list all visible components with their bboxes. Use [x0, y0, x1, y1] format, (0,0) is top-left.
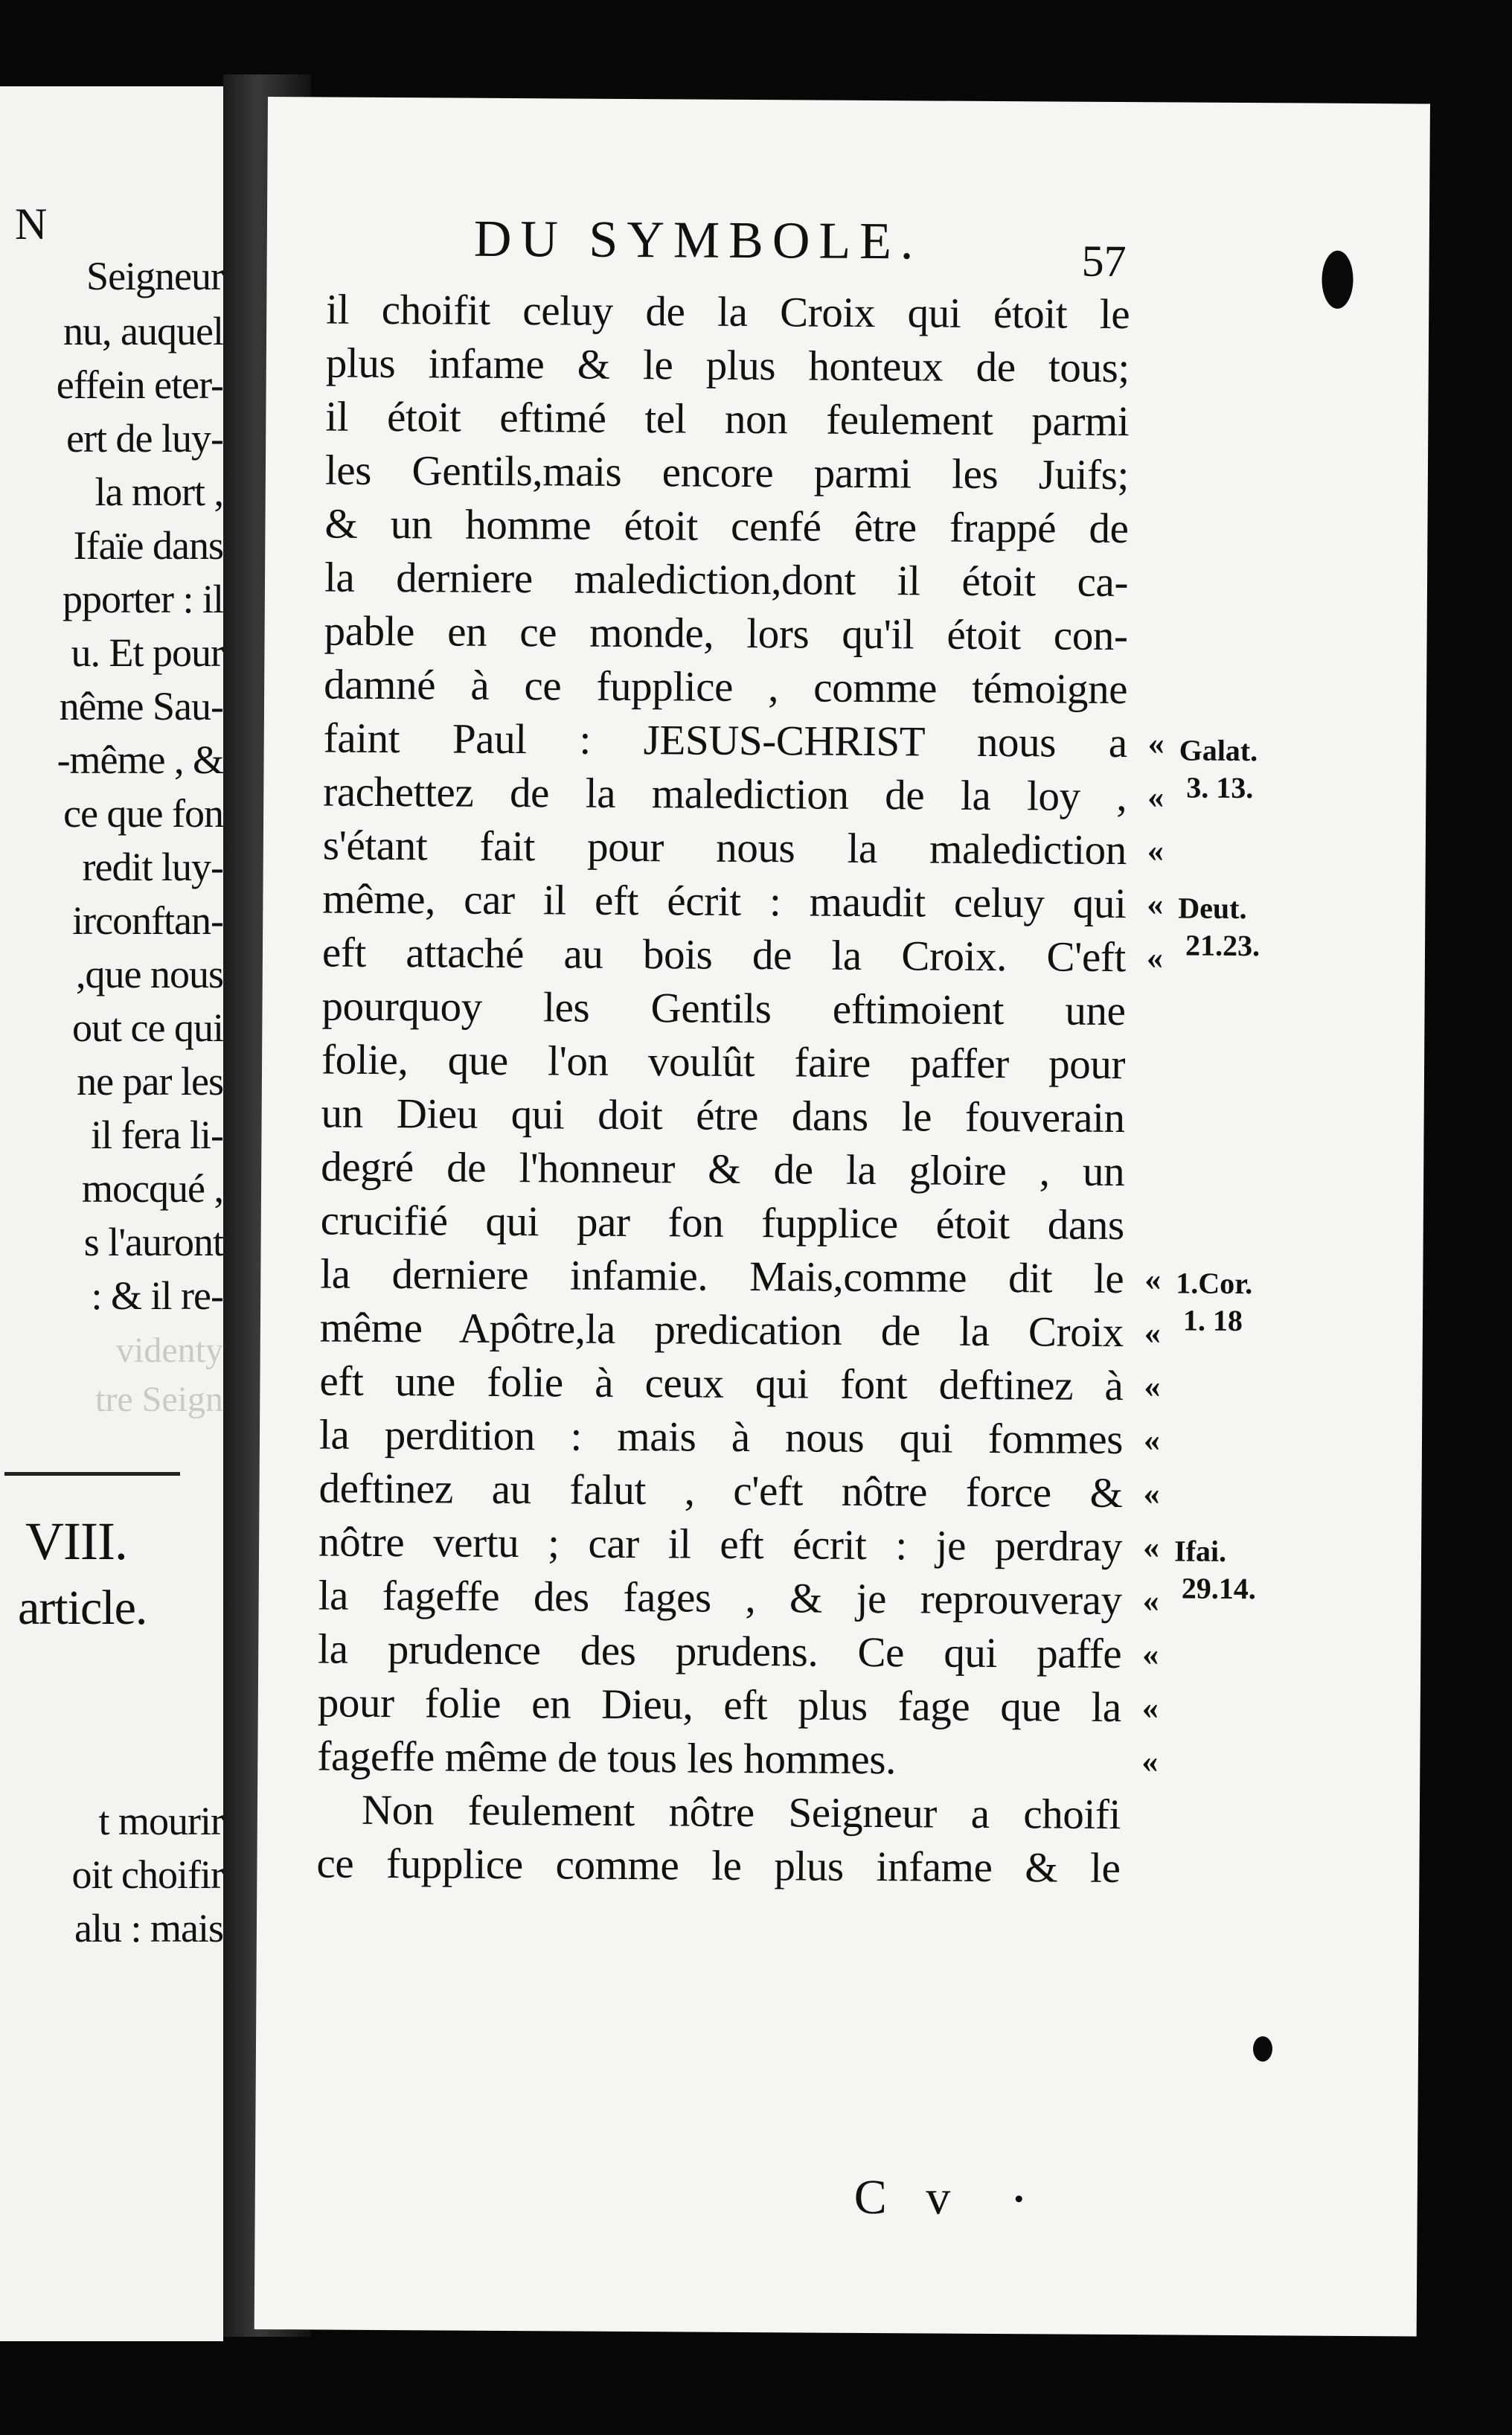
- body-line: même Apôtre,la predication de la Croix: [319, 1304, 1124, 1357]
- left-line: il fera li-: [91, 1113, 223, 1157]
- body-line: faint Paul : JESUS-CHRIST nous a: [323, 714, 1127, 767]
- left-line: -même , &: [57, 737, 223, 782]
- margin-reference-book: Deut.: [1178, 891, 1247, 926]
- margin-reference-verse: 1. 18: [1182, 1303, 1243, 1338]
- left-line: u. Et pour: [71, 630, 223, 675]
- left-line: ,que nous: [76, 952, 223, 996]
- quotation-mark: «: [1142, 1529, 1160, 1566]
- body-line: s'étant fait pour nous la malediction: [322, 822, 1127, 874]
- left-line: mocqué ,: [82, 1166, 223, 1211]
- left-line: nême Sau-: [59, 684, 223, 729]
- body-line: pour folie en Dieu, eft plus fage que la: [317, 1679, 1121, 1732]
- left-line: redit luy-: [82, 845, 223, 889]
- left-line: s l'auront: [83, 1220, 223, 1264]
- body-line: pourquoy les Gentils eftimoient une: [321, 982, 1126, 1035]
- margin-reference-verse: 3. 13.: [1186, 770, 1254, 805]
- body-line: nôtre vertu ; car il eft écrit : je perdray: [318, 1518, 1123, 1571]
- quotation-mark: «: [1142, 1636, 1159, 1673]
- left-line: ne par les: [77, 1059, 223, 1104]
- left-running-head-fragment: N: [15, 199, 47, 249]
- margin-reference-verse: 21.23.: [1185, 928, 1260, 963]
- left-line: la mort ,: [94, 470, 223, 514]
- left-line: irconftan-: [72, 898, 223, 943]
- margin-reference-book: Ifai.: [1173, 1534, 1227, 1568]
- body-line: les Gentils,mais encore parmi les Juifs;: [324, 447, 1130, 499]
- quotation-mark: «: [1142, 1582, 1159, 1619]
- body-line: fageffe même de tous les hommes.: [317, 1732, 897, 1784]
- left-bleed-through-text: videnty: [116, 1331, 223, 1370]
- ink-speck: [1253, 2036, 1272, 2061]
- body-line: il choifit celuy de la Croix qui étoit le: [326, 286, 1130, 339]
- left-page: [0, 86, 223, 2341]
- running-head: DU SYMBOLE.: [473, 210, 923, 271]
- left-line: Seigneur: [86, 254, 223, 298]
- quotation-mark: «: [1147, 832, 1164, 869]
- left-line: ce que fon: [63, 791, 223, 836]
- section-divider-rule: [4, 1472, 180, 1476]
- paragraph-first-line: Non feulement nôtre Seigneur a choifi: [361, 1786, 1121, 1839]
- quotation-mark: «: [1147, 725, 1165, 762]
- body-line: damné à ce fupplice , comme témoigne: [323, 661, 1128, 714]
- quotation-mark: «: [1141, 1743, 1159, 1780]
- quotation-mark: «: [1144, 1368, 1161, 1405]
- body-line: eft une folie à ceux qui font deftinez à: [319, 1357, 1124, 1410]
- quotation-mark: «: [1144, 1261, 1162, 1298]
- right-page: [254, 97, 1430, 2336]
- left-line: pporter : il: [63, 577, 223, 621]
- page-number: 57: [1081, 236, 1127, 287]
- quotation-mark: «: [1147, 778, 1165, 816]
- body-line: même, car il eft écrit : maudit celuy qui: [322, 875, 1127, 928]
- body-line: la perdition : mais à nous qui fommes: [318, 1411, 1124, 1464]
- left-line: Ifaïe dans: [73, 523, 223, 568]
- body-line: folie, que l'on voulût faire paffer pour: [321, 1036, 1126, 1089]
- quotation-mark: «: [1141, 1689, 1159, 1727]
- left-line: alu : mais: [74, 1906, 223, 1951]
- body-line: la derniere infamie. Mais,comme dit le: [320, 1250, 1124, 1303]
- margin-reference-verse: 29.14.: [1181, 1571, 1256, 1606]
- signature-mark: C v: [853, 2169, 964, 2225]
- left-section-number: VIII.: [25, 1511, 127, 1571]
- body-line: la derniere malediction,dont il étoit ca-: [324, 554, 1129, 607]
- quotation-mark: «: [1143, 1421, 1161, 1459]
- quotation-mark: «: [1143, 1475, 1160, 1512]
- body-line: il étoit eftimé tel non feulement parmi: [325, 393, 1130, 446]
- body-line: la prudence des prudens. Ce qui paffe: [318, 1625, 1122, 1678]
- body-line: & un homme étoit cenfé être frappé de: [324, 500, 1129, 553]
- margin-reference-book: 1.Cor.: [1176, 1266, 1253, 1301]
- left-line: t mourir: [98, 1799, 223, 1843]
- body-line: crucifié qui par fon fupplice étoit dans: [320, 1197, 1124, 1250]
- left-bleed-through-text: tre Seign: [95, 1380, 223, 1419]
- quotation-mark: «: [1146, 939, 1164, 976]
- left-line: ert de luy-: [66, 416, 223, 461]
- left-line: effein eter-: [56, 362, 223, 407]
- left-section-title: article.: [18, 1581, 147, 1635]
- ink-speck: [1016, 2195, 1022, 2202]
- left-line: : & il re-: [91, 1273, 223, 1318]
- body-line: la fageffe des fages , & je reprouveray: [318, 1572, 1122, 1625]
- quotation-mark: «: [1147, 886, 1164, 923]
- body-line: eft attaché au bois de la Croix. C'eft: [321, 929, 1127, 982]
- ink-blot: [1322, 251, 1353, 309]
- body-line: ce fupplice comme le plus infame & le: [316, 1840, 1121, 1892]
- body-line: degré de l'honneur & de la gloire , un: [321, 1143, 1125, 1196]
- body-line: un Dieu qui doit étre dans le fouverain: [321, 1089, 1125, 1142]
- body-line: deftinez au falut , c'eft nôtre force &: [318, 1465, 1123, 1517]
- margin-reference-book: Galat.: [1179, 733, 1258, 768]
- body-line: pable en ce monde, lors qu'il étoit con-: [324, 607, 1128, 660]
- body-line: rachettez de la malediction de la loy ,: [323, 768, 1127, 821]
- left-line: nu, auquel: [63, 309, 223, 353]
- left-line: oit choifir: [71, 1852, 223, 1897]
- left-line: out ce qui: [72, 1005, 223, 1050]
- quotation-mark: «: [1144, 1314, 1162, 1351]
- body-line: plus infame & le plus honteux de tous;: [325, 339, 1130, 392]
